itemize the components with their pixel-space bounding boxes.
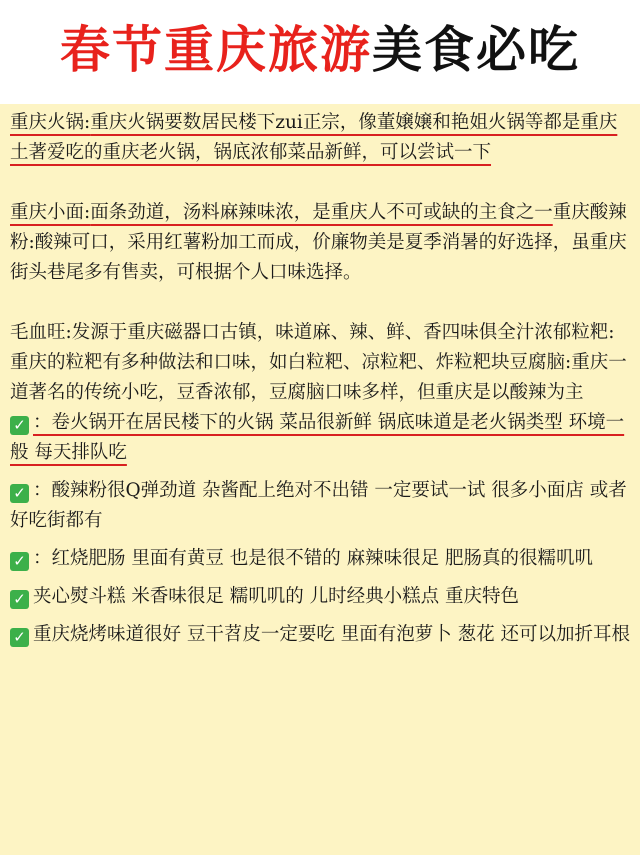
check-item-4 (10, 582, 632, 612)
check-item-2-text: ：酸辣粉很Q弹劲道 杂酱配上绝对不出错 一定要试一试 很多小面店 或者好吃街都有 (10, 480, 627, 531)
spacer (10, 288, 632, 318)
ciba-text: 重庆的粒粑有多种做法和口味，如白粒粑、凉粒粑、炸粒粑 (10, 352, 492, 373)
paragraph-maoxuewang (10, 318, 632, 408)
tofu-text: 重庆一道著名的传统小吃，豆香浓郁，豆腐脑口味多样，但重庆是以酸辣为主 (10, 352, 627, 403)
maoxuewang-label: 毛血旺: (10, 322, 72, 343)
check-item-5 (10, 620, 632, 650)
page-title (60, 21, 580, 79)
hotpot-label: 重庆火锅: (10, 112, 91, 133)
hotpot-text: 重庆火锅要数居民楼下zui正宗，像董嬢嬢和艳姐火锅等都是重庆土著爱吃的重庆老火锅，锅底浓郁菜品新鲜，可以尝试一下 (10, 112, 618, 163)
spacer (10, 168, 632, 198)
tofu-label: 块豆腐脑: (491, 352, 572, 373)
header-banner (0, 0, 640, 100)
check-item-1-text: ：卷火锅开在居民楼下的火锅 菜品很新鲜 锅底味道是老火锅类型 环境一般 每天排队吃 (10, 412, 625, 463)
check-item-5-text: 重庆烧烤味道很好 豆干苕皮一定要吃 里面有泡萝卜 葱花 还可以加折耳根 (33, 624, 631, 645)
title-black-part: 美食必吃 (372, 21, 580, 79)
check-item-3 (10, 544, 632, 574)
check-item-1 (10, 408, 632, 468)
check-mark-icon: ✓ (10, 416, 29, 435)
content-area (0, 104, 640, 855)
ciba-label: 粒粑: (571, 322, 615, 343)
noodles-underlined (10, 202, 553, 223)
sour-noodles-text: 酸辣可口，采用红薯粉加工而成，价廉物美是夏季消暑的好选择，虽重庆街头巷尾多有售卖，可根据个人口味选择。 (10, 232, 627, 283)
hotpot-underlined (10, 112, 617, 163)
check-mark-icon: ✓ (10, 552, 29, 571)
check-mark-icon: ✓ (10, 628, 29, 647)
noodles-label: 重庆小面: (10, 202, 91, 223)
paragraph-hotpot (10, 108, 632, 168)
paragraph-noodles (10, 198, 632, 288)
check-item-4-text: 夹心熨斗糕 米香味很足 糯叽叽的 儿时经典小糕点 重庆特色 (33, 586, 520, 607)
check-mark-icon: ✓ (10, 484, 29, 503)
check-mark-icon: ✓ (10, 590, 29, 609)
check-item-2 (10, 476, 632, 536)
noodles-text: 面条劲道，汤料麻辣味浓，是重庆人不可或缺的主食之一 (90, 202, 553, 223)
sour-noodles-label: 重庆酸辣粉: (10, 202, 627, 253)
maoxuewang-text: 发源于重庆磁器口古镇，味道麻、辣、鲜、香四味俱全汁浓郁 (71, 322, 572, 343)
title-red-part: 春节重庆旅游 (60, 21, 372, 79)
check-item-3-text: ：红烧肥肠 里面有黄豆 也是很不错的 麻辣味很足 肥肠真的很糯叽叽 (33, 548, 594, 569)
